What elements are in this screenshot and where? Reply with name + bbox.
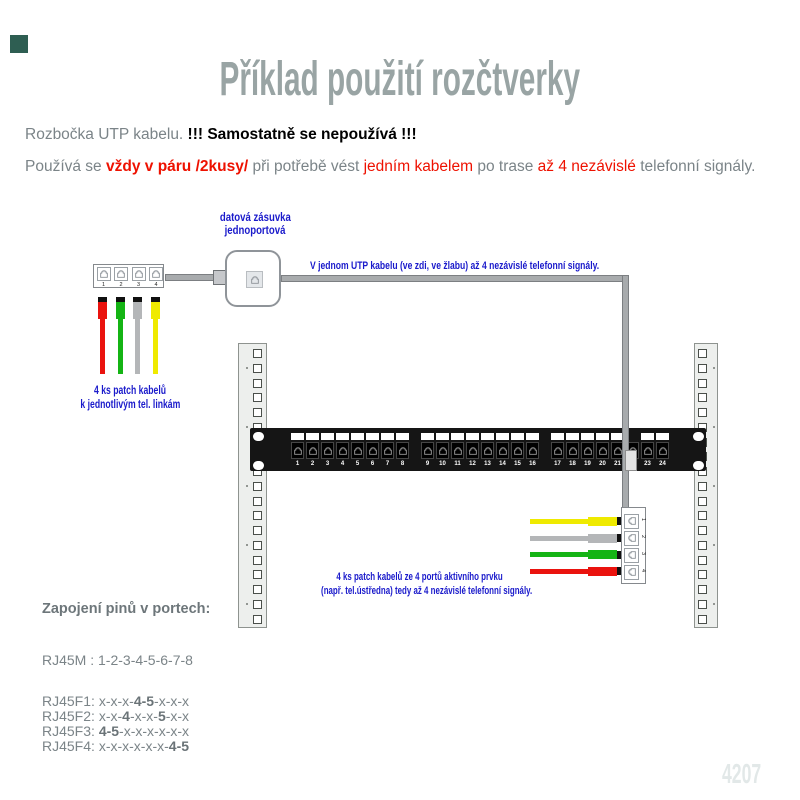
- rj45-jack-icon: [134, 269, 144, 279]
- pin-row-segment: -x-x: [165, 708, 190, 724]
- rj45-jack-icon: [658, 446, 668, 456]
- rail-hole: [253, 379, 262, 388]
- rj45-jack-icon: [99, 269, 109, 279]
- intro2-seg6: až 4 nezávislé: [537, 158, 636, 175]
- red-cord-connector: [98, 302, 107, 319]
- intro2-seg4: jedním kabelem: [363, 158, 474, 175]
- rail-hole: [253, 556, 262, 565]
- panel-port-number: 15: [514, 461, 521, 467]
- panel-port-4: [336, 442, 349, 459]
- rail-rivet: [246, 544, 249, 547]
- rail-hole: [698, 511, 707, 520]
- rj45-jack-icon: [513, 446, 523, 456]
- gray-cord-connector: [133, 302, 142, 319]
- panel-port-19: [581, 442, 594, 459]
- pin-row-segment: -x-x-: [129, 708, 158, 724]
- splitter-bottom-port-4: [624, 565, 639, 580]
- rail-rivet: [246, 367, 249, 370]
- panel-port-label-slot: [481, 433, 494, 440]
- rail-rivet: [246, 485, 249, 488]
- intro-line-1: [25, 126, 417, 144]
- utp-cable-horizontal: [281, 275, 623, 282]
- rack-rail-left: [238, 343, 267, 628]
- splitter-bottom-port-3: [624, 548, 639, 563]
- panel-port-label-slot: [551, 433, 564, 440]
- patch-cords-top-note: 4 ks patch kabelů k jednotlivým tel. linkám: [80, 383, 180, 411]
- panel-port-18: [566, 442, 579, 459]
- rj45-jack-icon: [598, 446, 608, 456]
- panel-port-number: 3: [325, 461, 330, 467]
- utp-cable-vertical: [622, 275, 629, 508]
- panel-port-label-slot: [381, 433, 394, 440]
- rail-hole: [698, 541, 707, 550]
- rail-hole: [253, 615, 262, 624]
- intro2-seg1: Používá se: [25, 158, 106, 175]
- rj45-jack-icon: [627, 516, 637, 526]
- pin-row-RJ45F3: [42, 723, 189, 739]
- rail-hole: [253, 526, 262, 535]
- rj45-jack-icon: [483, 446, 493, 456]
- panel-port-24: [656, 442, 669, 459]
- splitter-top-port-number: 1: [101, 281, 106, 288]
- panel-port-17: [551, 442, 564, 459]
- rj45-jack-icon: [528, 446, 538, 456]
- rj45-jack-icon: [553, 446, 563, 456]
- rail-hole: [698, 393, 707, 402]
- splitter-bottom-port-2: [624, 531, 639, 546]
- rj45-jack-icon: [498, 446, 508, 456]
- panel-port-number: 10: [439, 461, 446, 467]
- panel-port-number: 13: [484, 461, 491, 467]
- rail-hole: [698, 526, 707, 535]
- rail-hole: [253, 408, 262, 417]
- rail-rivet: [713, 544, 716, 547]
- panel-port-label-slot: [596, 433, 609, 440]
- splitter-top-port-3: [132, 267, 146, 281]
- panel-port-14: [496, 442, 509, 459]
- panel-port-13: [481, 442, 494, 459]
- pin-row-segment: -x-x-x-x-x-x: [119, 723, 190, 739]
- rail-hole: [253, 349, 262, 358]
- rail-hole: [253, 600, 262, 609]
- panel-port-5: [351, 442, 364, 459]
- rack-rail-right: [694, 343, 718, 628]
- panel-port-label-slot: [366, 433, 379, 440]
- panel-port-number: 21: [614, 461, 621, 467]
- utp-cable-note: V jednom UTP kabelu (ve zdi, ve žlabu) až 4 nezávislé telefonní signály.: [310, 260, 600, 272]
- panel-port-number: 18: [569, 461, 576, 467]
- yellow-cord-connector: [151, 302, 160, 319]
- pin-row-segment: 4-5: [98, 723, 120, 739]
- rail-hole: [698, 497, 707, 506]
- intro1-seg2: !!! Samostatně se nepoužívá !!!: [187, 126, 417, 143]
- pin-row-segment: -x-x-x: [154, 693, 190, 709]
- panel-port-number: 1: [295, 461, 300, 467]
- rail-hole: [698, 600, 707, 609]
- yellow-cord-cable: [153, 318, 158, 374]
- intro1-seg1: Rozbočka UTP kabelu.: [25, 126, 188, 143]
- panel-port-number: 17: [554, 461, 561, 467]
- rj45-jack-icon: [368, 446, 378, 456]
- rail-hole: [253, 541, 262, 550]
- panel-port-7: [381, 442, 394, 459]
- panel-port-12: [466, 442, 479, 459]
- rail-hole: [698, 408, 707, 417]
- panel-port-16: [526, 442, 539, 459]
- utp-cable-segment: [165, 274, 217, 281]
- splitter-bottom-port-number: 3: [639, 552, 646, 556]
- panel-port-number: 6: [370, 461, 375, 467]
- panel-port-number: 20: [599, 461, 606, 467]
- panel-port-6: [366, 442, 379, 459]
- rj45-jack-icon: [583, 446, 593, 456]
- rail-rivet: [246, 603, 249, 606]
- pin-row-RJ45F2: [42, 708, 189, 724]
- rj45-jack-icon: [627, 550, 637, 560]
- pin-row-segment: x-x-x-: [98, 693, 134, 709]
- panel-port-number: 11: [454, 461, 461, 467]
- panel-port-number: 14: [499, 461, 506, 467]
- rail-rivet: [713, 367, 716, 370]
- rail-rivet: [246, 426, 249, 429]
- rail-rivet: [713, 485, 716, 488]
- panel-port-number: 4: [340, 461, 345, 467]
- panel-port-11: [451, 442, 464, 459]
- panel-port-label-slot: [336, 433, 349, 440]
- pin-row-RJ45F1: [42, 693, 189, 709]
- red-cord-connector: [588, 567, 617, 576]
- pin-row-segment: 4-5: [168, 738, 190, 754]
- rj45-jack-icon: [293, 446, 303, 456]
- panel-port-number: 8: [400, 461, 405, 467]
- rj45-jack-icon: [468, 446, 478, 456]
- panel-port-number: 5: [355, 461, 360, 467]
- panel-port-label-slot: [466, 433, 479, 440]
- yellow-cord-cable: [530, 519, 590, 524]
- panel-port-23: [641, 442, 654, 459]
- rail-rivet: [713, 426, 716, 429]
- green-cord-connector: [588, 550, 617, 559]
- splitter-bottom-port-number: 4: [639, 569, 646, 573]
- splitter-bottom-port-1: [624, 514, 639, 529]
- rail-hole: [253, 482, 262, 491]
- panel-port-20: [596, 442, 609, 459]
- panel-port-label-slot: [306, 433, 319, 440]
- page-title-wrap: [0, 52, 800, 107]
- splitter-bottom-port-number: 1: [639, 518, 646, 522]
- green-cord-cable: [118, 318, 123, 374]
- green-cord-connector: [116, 302, 125, 319]
- panel-port-label-slot: [436, 433, 449, 440]
- panel-port-2: [306, 442, 319, 459]
- rj45-jack-icon: [151, 269, 161, 279]
- green-cord-cable: [530, 552, 590, 557]
- rj45-jack-icon: [613, 446, 623, 456]
- splitter-top-port-number: 4: [154, 281, 158, 288]
- watermark: 4207: [722, 758, 762, 789]
- rj45-jack-icon: [438, 446, 448, 456]
- gray-cord-cable: [530, 536, 590, 541]
- corner-stamp: [10, 35, 28, 53]
- splitter-device-bottom: [621, 507, 646, 584]
- rj45-jack-icon: [453, 446, 463, 456]
- splitter-top-port-1: [97, 267, 111, 281]
- splitter-bottom-port-number: 2: [639, 535, 646, 539]
- panel-port-label-slot: [321, 433, 334, 440]
- panel-port-3: [321, 442, 334, 459]
- rail-hole: [253, 364, 262, 373]
- rj45-jack-icon: [627, 533, 637, 543]
- pin-row-segment: 4: [122, 708, 130, 724]
- pin-row-segment: 5: [157, 708, 166, 724]
- rail-hole: [253, 511, 262, 520]
- rj45-jack-icon: [323, 446, 333, 456]
- patch-panel: [250, 428, 706, 471]
- rail-hole: [253, 570, 262, 579]
- rail-hole: [253, 497, 262, 506]
- panel-port-number: 16: [529, 461, 536, 467]
- panel-mount-hole: [253, 461, 264, 470]
- panel-port-label-slot: [641, 433, 654, 440]
- socket-label-line2: jednoportová: [224, 223, 286, 237]
- panel-port-label-slot: [566, 433, 579, 440]
- panel-port-label-slot: [396, 433, 409, 440]
- panel-port-label-slot: [496, 433, 509, 440]
- panel-port-15: [511, 442, 524, 459]
- pin-row-RJ45F4: [42, 738, 189, 754]
- pin-row-label: RJ45F1:: [42, 693, 99, 709]
- rail-hole: [253, 585, 262, 594]
- rj45-jack-icon: [250, 275, 260, 285]
- rail-hole: [698, 349, 707, 358]
- rj45-jack-icon: [308, 446, 318, 456]
- panel-port-number: 7: [385, 461, 390, 467]
- panel-port-label-slot: [656, 433, 669, 440]
- rail-hole: [698, 482, 707, 491]
- patch-cords-bottom-note: 4 ks patch kabelů ze 4 portů aktivního prvku (např. tel.ústředna) tedy až 4 nezávislé telefonní signály.: [321, 571, 533, 597]
- rj45-jack-icon: [116, 269, 126, 279]
- panel-port-label-slot: [351, 433, 364, 440]
- page-title: Příklad použití rozčtverky: [219, 53, 581, 106]
- panel-port-label-slot: [291, 433, 304, 440]
- gray-cord-connector: [588, 534, 617, 543]
- intro2-seg7: telefonní signály.: [635, 158, 756, 175]
- rail-hole: [698, 364, 707, 373]
- wall-socket-jack: [246, 271, 263, 288]
- rj45-jack-icon: [627, 567, 637, 577]
- panel-mount-hole: [693, 432, 704, 441]
- pin-row-label: RJ45F2:: [42, 708, 99, 724]
- panel-port-number: 9: [425, 461, 430, 467]
- rail-hole: [698, 615, 707, 624]
- rj45-jack-icon: [568, 446, 578, 456]
- splitter-top-port-4: [149, 267, 163, 281]
- red-cord-cable: [100, 318, 105, 374]
- rail-hole: [698, 570, 707, 579]
- panel-port-number: 12: [469, 461, 476, 467]
- panel-port-10: [436, 442, 449, 459]
- panel-port-label-slot: [421, 433, 434, 440]
- pin-row-label: RJ45F4:: [42, 738, 99, 754]
- intro2-seg3: při potřebě vést: [248, 158, 364, 175]
- plug-port-22: [625, 450, 637, 471]
- rj45-jack-icon: [423, 446, 433, 456]
- pin-row-segment: 1-2-3-4-5-6-7-8: [98, 652, 193, 668]
- pin-row-label: RJ45M :: [42, 652, 99, 668]
- rail-rivet: [713, 603, 716, 606]
- panel-port-label-slot: [511, 433, 524, 440]
- panel-mount-hole: [253, 432, 264, 441]
- splitter-top-port-number: 3: [136, 281, 141, 288]
- yellow-cord-connector: [588, 517, 617, 526]
- panel-port-8: [396, 442, 409, 459]
- rail-hole: [698, 585, 707, 594]
- pin-row-segment: x-x-x-x-x-x-: [98, 738, 169, 754]
- panel-port-9: [421, 442, 434, 459]
- rj45-jack-icon: [383, 446, 393, 456]
- intro2-seg5: po trase: [473, 158, 538, 175]
- rj45-jack-icon: [338, 446, 348, 456]
- splitter-top-port-number: 2: [119, 281, 123, 288]
- rail-hole: [698, 556, 707, 565]
- rj45-jack-icon: [353, 446, 363, 456]
- pin-row-segment: x-x-: [98, 708, 123, 724]
- intro-line-2: [25, 158, 755, 176]
- intro2-seg2: vždy v páru /2kusy/: [106, 158, 249, 175]
- pin-row-segment: 4-5: [133, 693, 155, 709]
- socket-label: [180, 211, 330, 237]
- gray-cord-cable: [135, 318, 140, 374]
- pin-row-RJ45M: [42, 652, 193, 668]
- socket-label-line1: datová zásuvka: [219, 210, 291, 224]
- pins-heading: Zapojení pinů v portech:: [42, 601, 211, 617]
- pin-row-label: RJ45F3:: [42, 723, 99, 739]
- rj45-jack-icon: [643, 446, 653, 456]
- panel-port-1: [291, 442, 304, 459]
- panel-port-number: 23: [644, 461, 651, 467]
- panel-port-number: 2: [310, 461, 315, 467]
- panel-port-label-slot: [581, 433, 594, 440]
- splitter-top-port-2: [114, 267, 128, 281]
- rail-hole: [698, 379, 707, 388]
- panel-port-number: 19: [584, 461, 591, 467]
- rail-hole: [253, 393, 262, 402]
- rj45-jack-icon: [398, 446, 408, 456]
- panel-port-label-slot: [451, 433, 464, 440]
- panel-port-label-slot: [526, 433, 539, 440]
- splitter-device-top: [93, 264, 164, 288]
- panel-port-number: 24: [659, 461, 666, 467]
- panel-mount-hole: [693, 461, 704, 470]
